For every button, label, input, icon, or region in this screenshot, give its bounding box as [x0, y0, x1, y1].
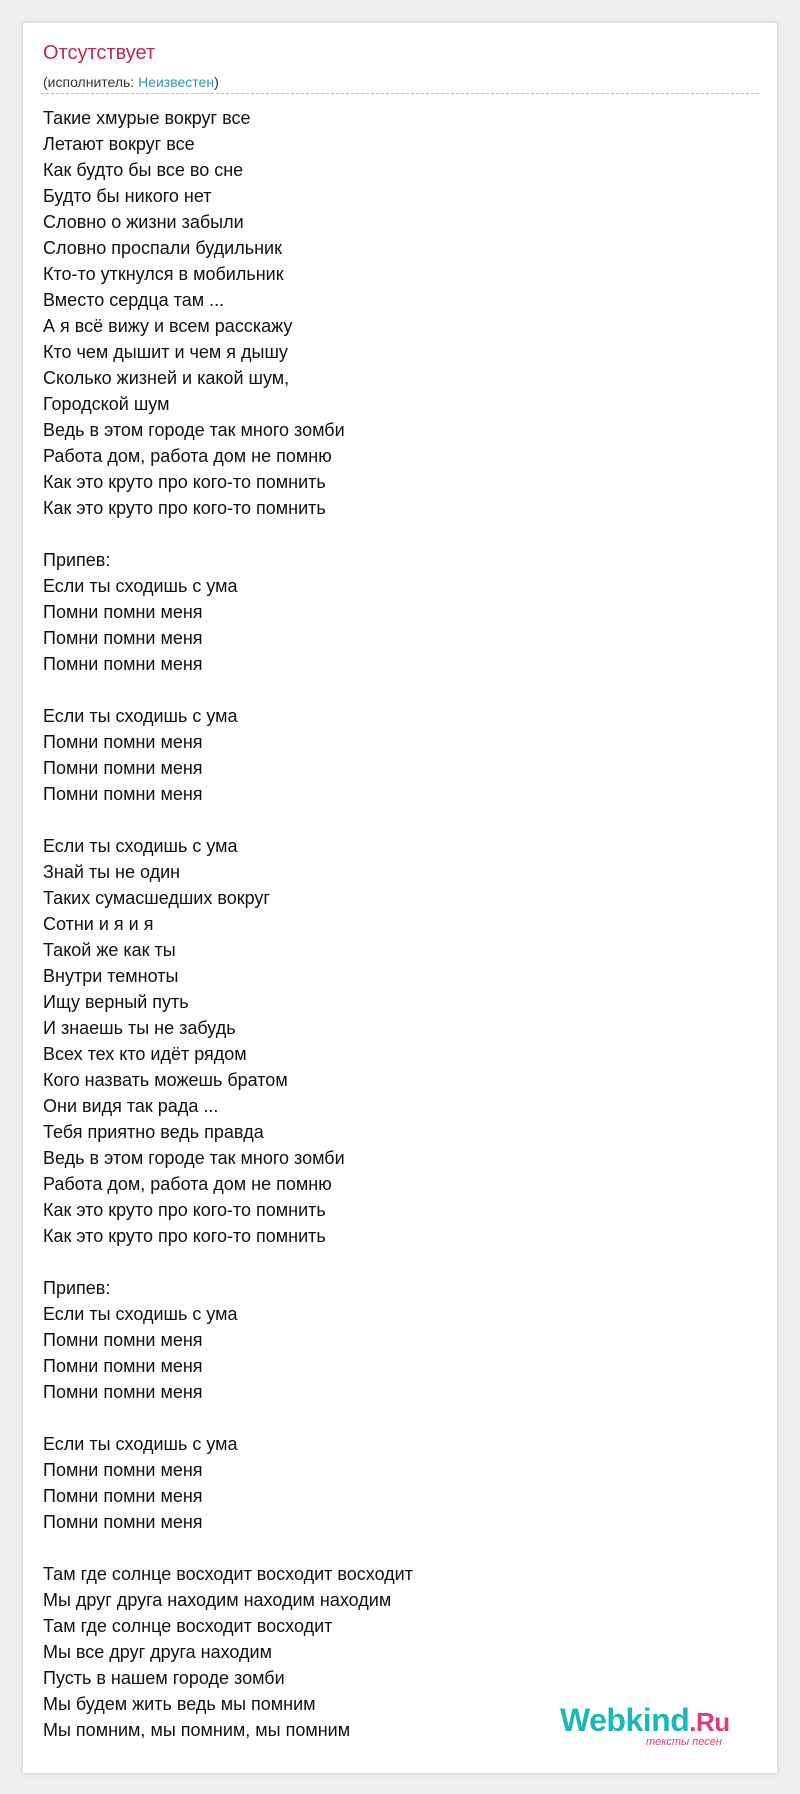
lyric-line: Если ты сходишь с ума — [43, 576, 238, 596]
lyric-line: Помни помни меня — [43, 1486, 203, 1506]
lyric-line: Припев: — [43, 550, 111, 570]
lyric-line: Такие хмурые вокруг все — [43, 108, 251, 128]
lyric-line: Работа дом, работа дом не помню — [43, 1174, 332, 1194]
lyric-line: Помни помни меня — [43, 628, 203, 648]
stanza — [43, 703, 757, 807]
lyric-line: А я всё вижу и всем расскажу — [43, 316, 293, 336]
lyric-line: Помни помни меня — [43, 1382, 203, 1402]
logo-tld: .Ru — [689, 1707, 730, 1737]
lyric-line: Кто-то уткнулся в мобильник — [43, 264, 284, 284]
lyric-line: Вместо сердца там ... — [43, 290, 225, 310]
lyric-line: Мы помним, мы помним, мы помним — [43, 1720, 351, 1740]
lyric-line: Помни помни меня — [43, 784, 203, 804]
lyric-line: Как это круто про кого-то помнить — [43, 498, 326, 518]
lyric-line: Припев: — [43, 1278, 111, 1298]
stanza — [43, 105, 757, 521]
lyric-line: Они видя так рада ... — [43, 1096, 219, 1116]
lyrics-card — [22, 22, 778, 1774]
artist-suffix: ) — [214, 74, 219, 90]
lyrics-text — [43, 105, 757, 1743]
stanza — [43, 547, 757, 677]
lyric-line: Мы все друг друга находим — [43, 1642, 272, 1662]
lyric-line: Если ты сходишь с ума — [43, 706, 238, 726]
lyric-line: Знай ты не один — [43, 862, 181, 882]
lyric-line: Если ты сходишь с ума — [43, 836, 238, 856]
lyric-line: Помни помни меня — [43, 732, 203, 752]
lyric-line: Будто бы никого нет — [43, 186, 212, 206]
lyric-line: Всех тех кто идёт рядом — [43, 1044, 247, 1064]
lyric-line: Кто чем дышит и чем я дышу — [43, 342, 288, 362]
lyric-line: Как это круто про кого-то помнить — [43, 1200, 326, 1220]
lyric-line: Ведь в этом городе так много зомби — [43, 420, 345, 440]
artist-link[interactable]: Неизвестен — [138, 74, 215, 90]
lyric-line: Помни помни меня — [43, 758, 203, 778]
lyric-line: Таких сумасшедших вокруг — [43, 888, 270, 908]
lyric-line: Как будто бы все во сне — [43, 160, 244, 180]
lyric-line: Помни помни меня — [43, 654, 203, 674]
lyric-line: Словно о жизни забыли — [43, 212, 244, 232]
lyric-line: Кого назвать можешь братом — [43, 1070, 288, 1090]
logo-wordmark — [560, 1702, 730, 1740]
lyric-line: Работа дом, работа дом не помню — [43, 446, 332, 466]
lyric-line: Помни помни меня — [43, 1330, 203, 1350]
logo-main-text: Webkind — [560, 1702, 690, 1738]
lyric-line: Внутри темноты — [43, 966, 179, 986]
lyric-line: Городской шум — [43, 394, 170, 414]
logo-tagline: тексты песен — [646, 1736, 722, 1748]
lyric-line: Мы будем жить ведь мы помним — [43, 1694, 316, 1714]
webkind-logo[interactable] — [560, 1702, 770, 1750]
lyric-line: Там где солнце восходит восходит восходит — [43, 1564, 413, 1584]
lyric-line: Как это круто про кого-то помнить — [43, 472, 326, 492]
lyric-line: Там где солнце восходит восходит — [43, 1616, 333, 1636]
lyric-line: Пусть в нашем городе зомби — [43, 1668, 285, 1688]
stanza — [43, 1431, 757, 1535]
lyric-line: Такой же как ты — [43, 940, 176, 960]
artist-prefix: (исполнитель: — [43, 74, 139, 90]
lyric-line: Мы друг друга находим находим находим — [43, 1590, 392, 1610]
song-title: Отсутствует — [43, 42, 156, 64]
title-divider — [41, 93, 759, 94]
lyric-line: Помни помни меня — [43, 1460, 203, 1480]
lyric-line: Помни помни меня — [43, 1356, 203, 1376]
stanza — [43, 1275, 757, 1405]
lyric-line: Сколько жизней и какой шум, — [43, 368, 290, 388]
lyric-line: Помни помни меня — [43, 1512, 203, 1532]
lyric-line: Тебя приятно ведь правда — [43, 1122, 264, 1142]
lyric-line: Если ты сходишь с ума — [43, 1434, 238, 1454]
lyric-line: Как это круто про кого-то помнить — [43, 1226, 326, 1246]
lyric-line: Сотни и я и я — [43, 914, 154, 934]
lyric-line: Словно проспали будильник — [43, 238, 282, 258]
stanza — [43, 833, 757, 1249]
lyric-line: И знаешь ты не забудь — [43, 1018, 236, 1038]
lyric-line: Летают вокруг все — [43, 134, 195, 154]
song-subtitle — [43, 73, 219, 91]
lyric-line: Если ты сходишь с ума — [43, 1304, 238, 1324]
lyric-line: Ищу верный путь — [43, 992, 189, 1012]
lyric-line: Ведь в этом городе так много зомби — [43, 1148, 345, 1168]
lyric-line: Помни помни меня — [43, 602, 203, 622]
